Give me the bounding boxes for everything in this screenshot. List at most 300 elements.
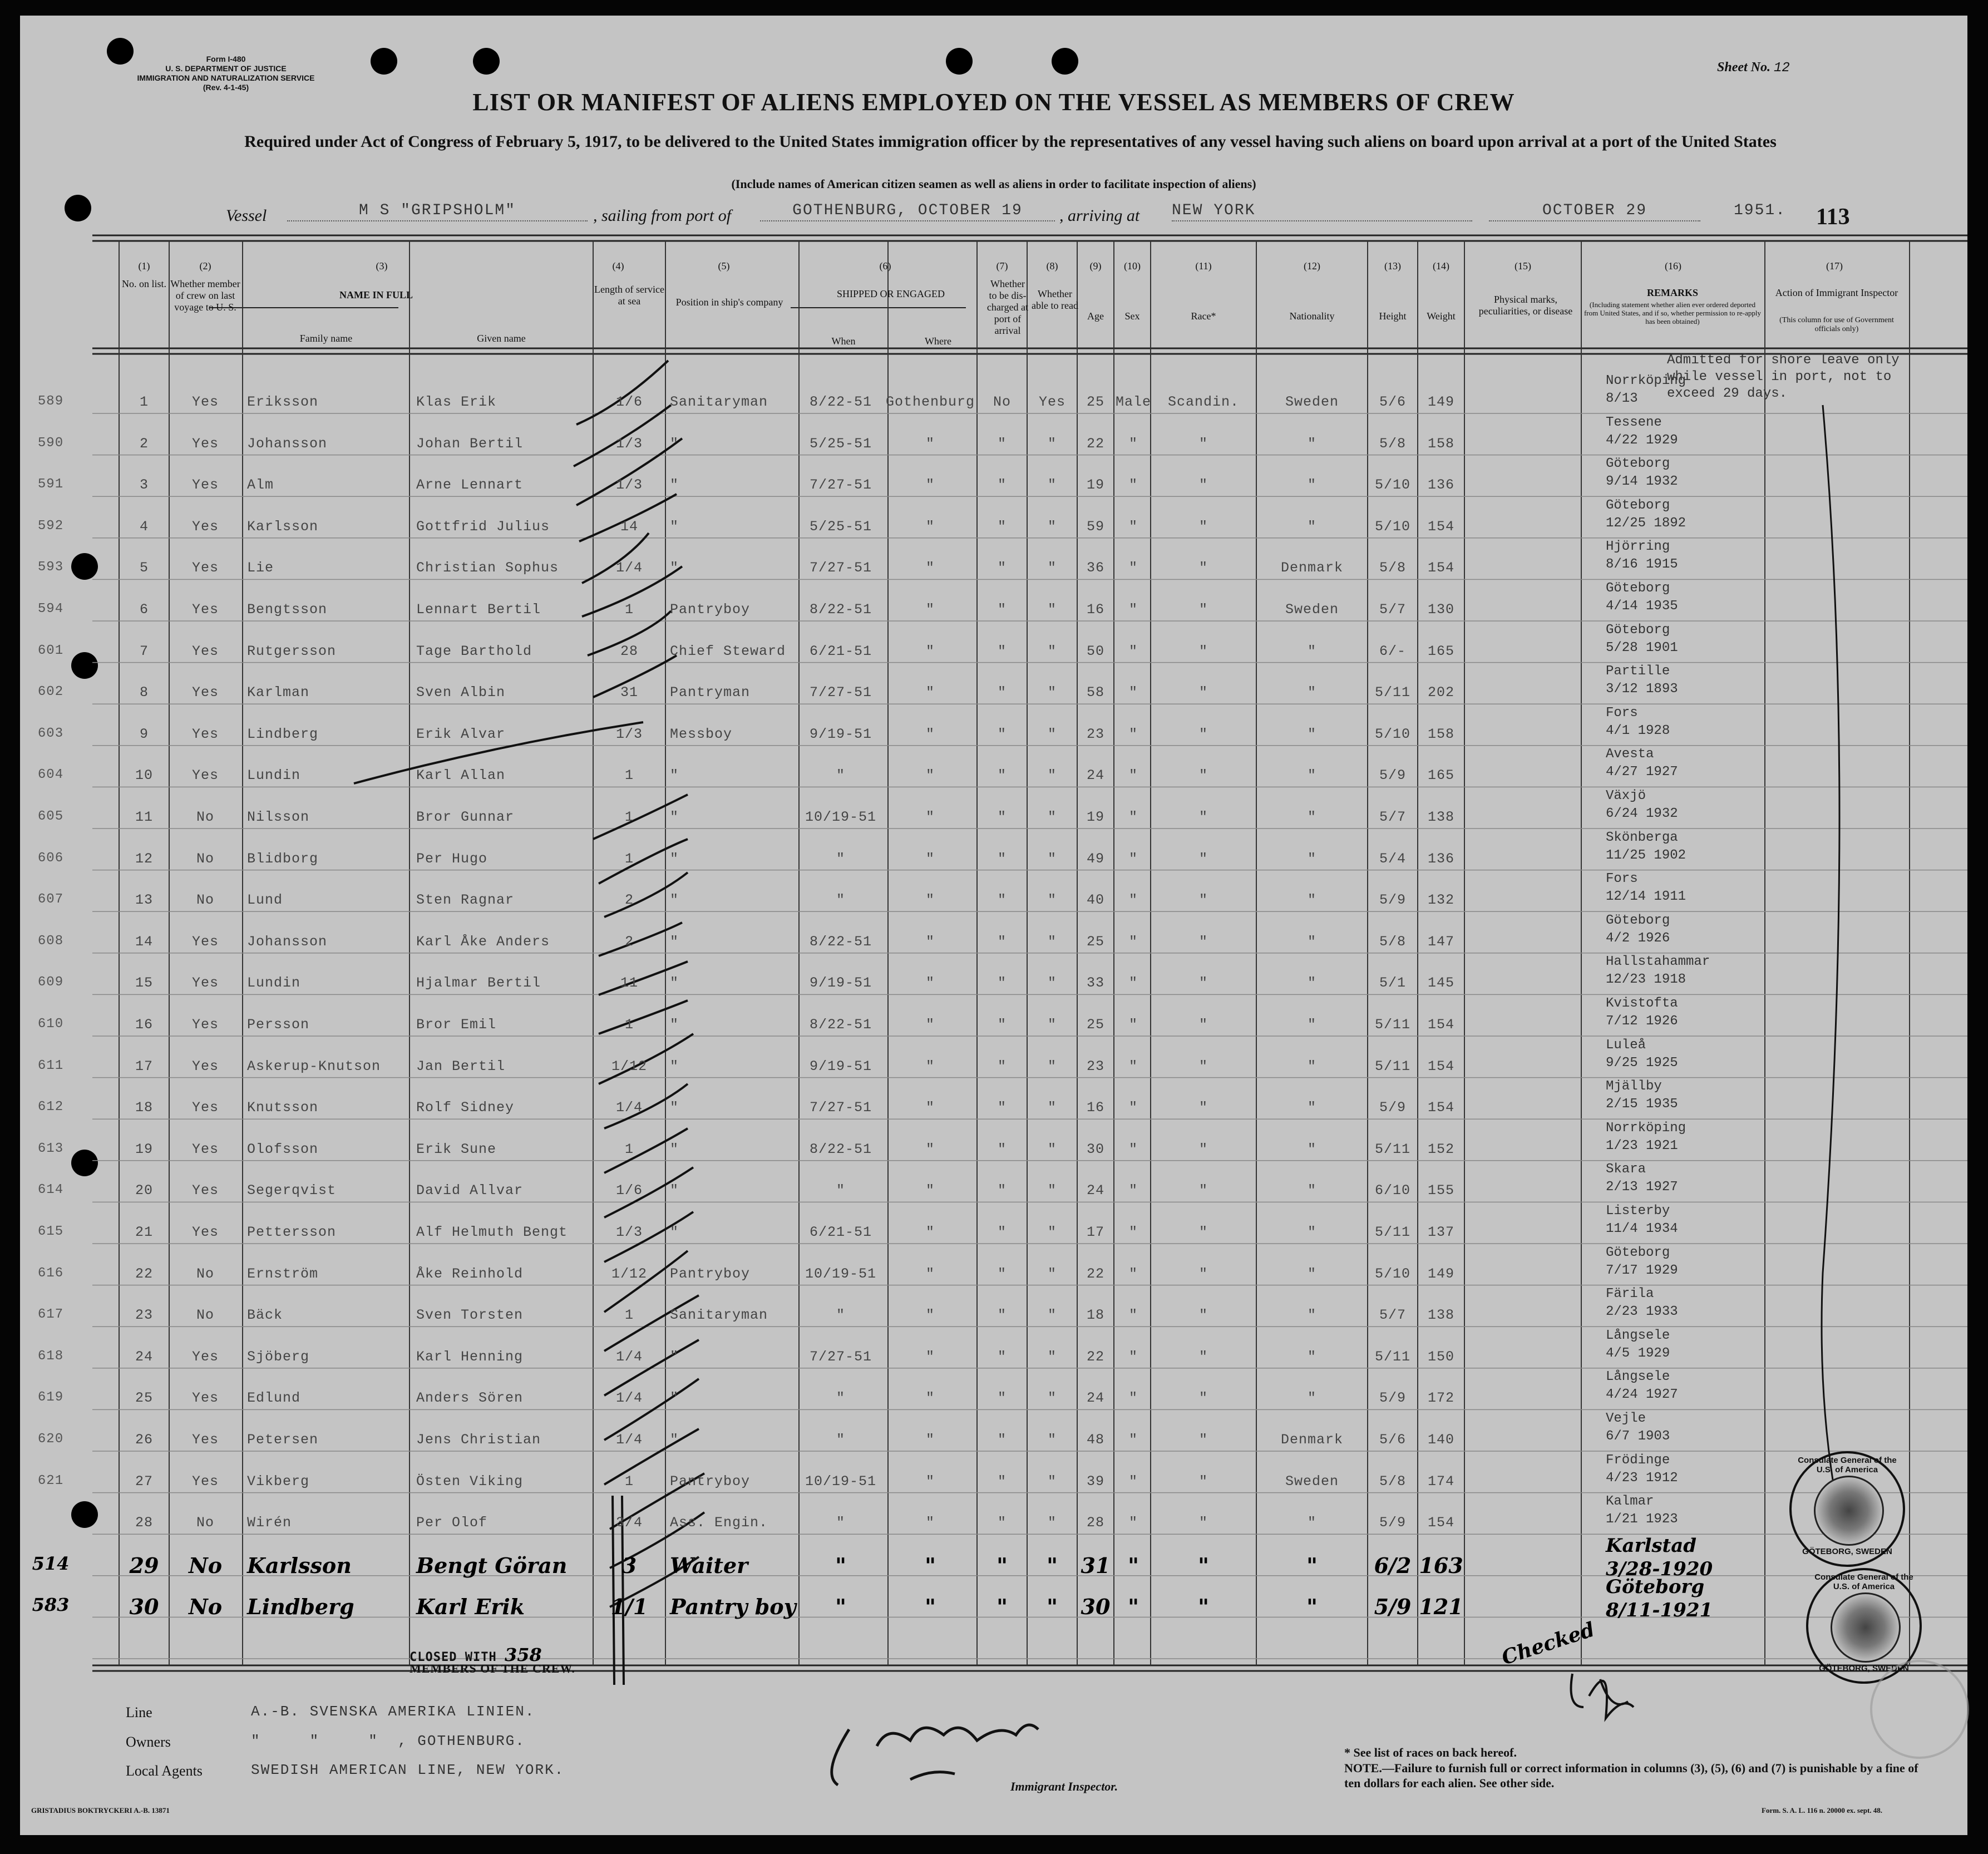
cell-no: 12: [135, 850, 153, 867]
cell-last: Yes: [191, 975, 219, 992]
header-position: Position in ship's company: [675, 297, 783, 308]
cell-where: ": [925, 1265, 935, 1282]
cell-birthplace: Göteborg: [1606, 1576, 1705, 1599]
cell-nationality: Denmark: [1280, 560, 1344, 576]
eagle-emblem: [1814, 1476, 1884, 1546]
cell-last: Yes: [191, 1017, 219, 1033]
cell-birthplace: Mjällby: [1606, 1079, 1662, 1094]
cell-when: 5/25-51: [809, 518, 872, 535]
cell-no: 4: [139, 518, 149, 535]
cell-position: ": [670, 767, 679, 784]
cell-discharged: ": [997, 767, 1007, 784]
cell-birthdate: 3/28-1920: [1606, 1557, 1713, 1580]
cell-race: ": [1198, 933, 1208, 950]
cell-where: ": [925, 892, 935, 909]
cell-nationality: ": [1307, 1515, 1316, 1531]
cell-position: Waiter: [670, 1552, 748, 1578]
footer-agents-label: Local Agents: [126, 1763, 203, 1779]
cell-where: ": [925, 684, 935, 701]
cell-discharged: ": [997, 1552, 1008, 1578]
cell-given: Klas Erik: [416, 394, 497, 410]
cell-given: Per Olof: [416, 1515, 488, 1531]
cell-margin: 616: [37, 1265, 64, 1281]
cell-sex: ": [1128, 1058, 1138, 1074]
cell-when: 9/19-51: [809, 726, 872, 742]
cell-age: 22: [1086, 435, 1104, 452]
cell-service: 31: [620, 684, 638, 701]
cell-given: Sven Albin: [416, 684, 506, 701]
cell-weight: 137: [1427, 1224, 1454, 1240]
cell-when: ": [835, 1594, 846, 1620]
cell-age: 40: [1086, 892, 1104, 909]
cell-position: ": [670, 809, 679, 825]
col-num: (13): [1384, 260, 1401, 272]
cell-age: 22: [1086, 1348, 1104, 1365]
cell-family: Knutsson: [247, 1099, 319, 1116]
cell-weight: 154: [1427, 1515, 1454, 1531]
cell-where: ": [925, 1390, 935, 1407]
cell-birthdate: 7/17 1929: [1606, 1263, 1678, 1278]
cell-where: Gothenburg: [886, 394, 975, 410]
cell-where: ": [925, 1515, 935, 1531]
cell-given: Arne Lennart: [416, 477, 524, 494]
cell-position: Pantryboy: [670, 1265, 751, 1282]
cell-sex: ": [1128, 1432, 1138, 1448]
cell-where: ": [925, 1594, 936, 1620]
cell-height: 6/10: [1374, 1182, 1410, 1199]
cell-read: ": [1047, 1307, 1057, 1324]
cell-birthdate: 4/27 1927: [1606, 765, 1678, 780]
cell-read: ": [1047, 850, 1057, 867]
cell-discharged: ": [997, 726, 1007, 742]
cell-when: 8/22-51: [809, 933, 872, 950]
cell-family: Petersen: [247, 1432, 319, 1448]
cell-last: Yes: [191, 1473, 219, 1490]
cell-birthplace: Avesta: [1606, 747, 1654, 762]
cell-discharged: No: [993, 394, 1011, 410]
cell-margin: 619: [37, 1390, 64, 1406]
cell-no: 2: [139, 435, 149, 452]
cell-when: ": [836, 892, 845, 909]
cell-family: Sjöberg: [247, 1348, 310, 1365]
cell-discharged: ": [997, 892, 1007, 909]
cell-service: 1/4: [615, 1432, 643, 1448]
cell-position: ": [670, 477, 679, 494]
cell-given: Per Hugo: [416, 850, 488, 867]
cell-where: ": [925, 1432, 935, 1448]
cell-given: David Allvar: [416, 1182, 524, 1199]
cell-discharged: ": [997, 1265, 1007, 1282]
cell-family: Johansson: [247, 933, 328, 950]
cell-birthplace: Luleå: [1606, 1037, 1646, 1053]
cell-birthplace: Frödinge: [1606, 1452, 1670, 1468]
cell-family: Alm: [247, 477, 274, 494]
cell-race: ": [1198, 477, 1208, 494]
cell-family: Edlund: [247, 1390, 301, 1407]
cell-birthplace: Hjörring: [1606, 539, 1670, 555]
cell-race: Scandin.: [1167, 394, 1240, 410]
cell-height: 6/-: [1379, 643, 1406, 659]
col-num: (7): [996, 260, 1008, 272]
cell-no: 17: [135, 1058, 153, 1074]
cell-sex: ": [1128, 477, 1138, 494]
cell-nationality: ": [1307, 1058, 1316, 1074]
cell-age: 50: [1086, 643, 1104, 659]
cell-last: Yes: [191, 933, 219, 950]
cell-margin: 592: [37, 518, 64, 534]
cell-race: ": [1198, 684, 1208, 701]
cell-race: ": [1198, 1348, 1208, 1365]
cell-given: Åke Reinhold: [416, 1265, 524, 1282]
cell-no: 21: [135, 1224, 153, 1240]
cell-birthdate: 4/22 1929: [1606, 432, 1678, 448]
cell-where: ": [925, 1099, 935, 1116]
cell-weight: 172: [1427, 1390, 1454, 1407]
cell-position: ": [670, 560, 679, 576]
header-race: Race*: [1191, 310, 1216, 322]
cell-family: Persson: [247, 1017, 310, 1033]
col-num: (2): [199, 260, 211, 272]
closing-line-2: MEMBERS OF THE CREW.: [410, 1661, 575, 1675]
cell-weight: 132: [1427, 892, 1454, 909]
cell-last: Yes: [191, 684, 219, 701]
cell-nationality: ": [1307, 850, 1316, 867]
cell-read: ": [1047, 726, 1057, 742]
cell-last: Yes: [191, 394, 219, 410]
cell-weight: 149: [1427, 394, 1454, 410]
subtitle: Required under Act of Congress of February 5, 1917, to be delivered to the United States immigration officer by the representatives of any vessel having such aliens on board upon arrival at a port of the United States: [244, 132, 1777, 151]
cell-family: Askerup-Knutson: [247, 1058, 381, 1074]
col-num: (16): [1665, 260, 1681, 272]
cell-where: ": [925, 1307, 935, 1324]
cell-sex: ": [1128, 1473, 1138, 1490]
sailing-from: GOTHENBURG, OCTOBER 19: [760, 202, 1055, 221]
cell-margin: 608: [37, 933, 64, 949]
cell-birthdate: 4/23 1912: [1606, 1470, 1678, 1486]
cell-sex: ": [1128, 1017, 1138, 1033]
cell-weight: 150: [1427, 1348, 1454, 1365]
cell-nationality: ": [1307, 643, 1316, 659]
cell-race: ": [1198, 1141, 1208, 1157]
cell-no: 19: [135, 1141, 153, 1157]
cell-given: Sten Ragnar: [416, 892, 515, 909]
cell-family: Wirén: [247, 1515, 292, 1531]
cell-nationality: ": [1307, 435, 1316, 452]
cell-no: 28: [135, 1515, 153, 1531]
cell-nationality: ": [1307, 975, 1316, 992]
cell-service: 1: [624, 1017, 634, 1033]
cell-given: Sven Torsten: [416, 1307, 524, 1324]
cell-where: ": [925, 1058, 935, 1074]
eagle-emblem: [1831, 1592, 1901, 1663]
cell-age: 16: [1086, 1099, 1104, 1116]
cell-weight: 154: [1427, 1017, 1454, 1033]
footer-agents: SWEDISH AMERICAN LINE, NEW YORK.: [251, 1762, 565, 1778]
cell-birthdate: 9/14 1932: [1606, 474, 1678, 490]
cell-birthplace: Fors: [1606, 871, 1638, 887]
cell-weight: 138: [1427, 809, 1454, 825]
cell-position: ": [670, 975, 679, 992]
cell-service: 2: [624, 933, 634, 950]
cell-nationality: ": [1307, 1182, 1316, 1199]
cell-sex: ": [1128, 684, 1138, 701]
cell-discharged: ": [997, 1390, 1007, 1407]
cell-where: ": [925, 933, 935, 950]
cell-discharged: ": [997, 1432, 1007, 1448]
cell-given: Karl Allan: [416, 767, 506, 784]
cell-family: Vikberg: [247, 1473, 310, 1490]
header-action: Action of Immigrant Inspector: [1775, 287, 1898, 298]
cell-weight: 154: [1427, 560, 1454, 576]
cell-last: No: [196, 1265, 214, 1282]
cell-read: ": [1047, 892, 1057, 909]
cell-margin: 615: [37, 1224, 64, 1239]
header-height: Height: [1379, 310, 1407, 322]
cell-no: 10: [135, 767, 153, 784]
header-physical: Physical marks, peculiarities, or disease: [1478, 294, 1573, 317]
cell-sex: Male: [1115, 394, 1151, 410]
cell-read: ": [1047, 1432, 1057, 1448]
cell-position: ": [670, 1058, 679, 1074]
cell-when: 7/27-51: [809, 560, 872, 576]
cell-service: 28: [620, 643, 638, 659]
cell-read: ": [1047, 1224, 1057, 1240]
cell-nationality: Sweden: [1285, 1473, 1339, 1490]
cell-read: ": [1047, 1017, 1057, 1033]
cell-family: Eriksson: [247, 394, 319, 410]
cell-given: Bror Emil: [416, 1017, 497, 1033]
cell-last: Yes: [191, 726, 219, 742]
cell-race: ": [1198, 1224, 1208, 1240]
cell-no: 3: [139, 477, 149, 494]
cell-nationality: ": [1307, 518, 1316, 535]
cell-birthdate: 12/14 1911: [1606, 889, 1686, 905]
cell-age: 59: [1086, 518, 1104, 535]
cell-age: 58: [1086, 684, 1104, 701]
cell-age: 28: [1086, 1515, 1104, 1531]
cell-given: Östen Viking: [416, 1473, 524, 1490]
cell-birthplace: Långsele: [1606, 1328, 1670, 1343]
cell-height: 5/11: [1374, 1224, 1410, 1240]
header-no: No. on list.: [121, 278, 166, 289]
cell-weight: 152: [1427, 1141, 1454, 1157]
cell-birthplace: Skönberga: [1606, 830, 1678, 845]
cell-read: ": [1047, 1594, 1058, 1620]
cell-birthplace: Norrköping: [1606, 1120, 1686, 1136]
cell-margin: 589: [37, 394, 64, 409]
cell-sex: ": [1128, 1594, 1139, 1620]
footer-owners-label: Owners: [126, 1734, 171, 1750]
cell-height: 5/9: [1379, 1099, 1406, 1116]
cell-height: 5/10: [1374, 477, 1410, 494]
cell-position: Pantryboy: [670, 601, 751, 618]
cell-age: 48: [1086, 1432, 1104, 1448]
cell-no: 26: [135, 1432, 153, 1448]
header-family: Family name: [299, 333, 353, 344]
cell-family: Blidborg: [247, 850, 319, 867]
seal-text: Consulate General of the U.S. of America: [1814, 1572, 1913, 1591]
cell-race: ": [1198, 1594, 1209, 1620]
cell-family: Segerqvist: [247, 1182, 337, 1199]
cell-discharged: ": [997, 1348, 1007, 1365]
cell-where: ": [925, 1017, 935, 1033]
cell-birthdate: 2/23 1933: [1606, 1304, 1678, 1320]
cell-birthplace: Hallstahammar: [1606, 954, 1710, 970]
cell-birthdate: 3/12 1893: [1606, 682, 1678, 697]
cell-last: Yes: [191, 643, 219, 659]
sheet-value: 12: [1774, 61, 1790, 76]
cell-family: Johansson: [247, 435, 328, 452]
cell-sex: ": [1128, 975, 1138, 992]
cell-birthplace: Göteborg: [1606, 456, 1670, 472]
cell-discharged: ": [997, 975, 1007, 992]
cell-nationality: ": [1307, 726, 1316, 742]
cell-no: 24: [135, 1348, 153, 1365]
cell-where: ": [925, 1182, 935, 1199]
cell-no: 5: [139, 560, 149, 576]
cell-read: ": [1047, 1141, 1057, 1157]
cell-birthplace: Kvistofta: [1606, 996, 1678, 1011]
cell-discharged: ": [997, 1515, 1007, 1531]
cell-birthdate: 8/11-1921: [1606, 1599, 1713, 1622]
cell-age: 33: [1086, 975, 1104, 992]
cell-given: Lennart Bertil: [416, 601, 541, 618]
vessel-label: Vessel: [226, 206, 267, 225]
cell-age: 18: [1086, 1307, 1104, 1324]
cell-height: 6/2: [1374, 1552, 1412, 1578]
cell-race: ": [1198, 1058, 1208, 1074]
cell-service: 2: [624, 892, 634, 909]
cell-service: 3: [621, 1552, 637, 1578]
cell-family: Ernström: [247, 1265, 319, 1282]
cell-family: Lund: [247, 892, 283, 909]
cell-last: Yes: [191, 518, 219, 535]
cell-read: ": [1047, 933, 1057, 950]
col-num: (6): [879, 260, 891, 272]
cell-read: ": [1047, 1182, 1057, 1199]
header-age: Age: [1087, 310, 1104, 322]
cell-race: ": [1198, 518, 1208, 535]
cell-age: 24: [1086, 1182, 1104, 1199]
cell-discharged: ": [997, 1473, 1007, 1490]
cell-birthplace: Vejle: [1606, 1411, 1646, 1426]
cell-sex: ": [1128, 1390, 1138, 1407]
cell-service: 3/4: [615, 1515, 643, 1531]
cell-height: 5/1: [1379, 975, 1406, 992]
cell-read: ": [1047, 767, 1057, 784]
header-sex: Sex: [1124, 310, 1140, 322]
cell-birthdate: 12/25 1892: [1606, 515, 1686, 531]
cell-race: ": [1198, 1473, 1208, 1490]
cell-given: Jens Christian: [416, 1432, 541, 1448]
cell-margin: 612: [37, 1099, 64, 1115]
col-num: (4): [612, 260, 624, 272]
cell-height: 5/9: [1379, 1515, 1406, 1531]
cell-read: ": [1047, 684, 1057, 701]
cell-where: ": [925, 726, 935, 742]
cell-weight: 155: [1427, 1182, 1454, 1199]
cell-margin: 602: [37, 684, 64, 700]
cell-birthplace: Växjö: [1606, 788, 1646, 803]
col-num: (1): [138, 260, 150, 272]
cell-family: Pettersson: [247, 1224, 337, 1240]
cell-service: 1/3: [615, 1224, 643, 1240]
cell-given: Gottfrid Julius: [416, 518, 550, 535]
cell-sex: ": [1128, 809, 1138, 825]
cell-birthplace: Fors: [1606, 705, 1638, 721]
cell-family: Lie: [247, 560, 274, 576]
cell-when: 6/21-51: [809, 1224, 872, 1240]
cell-sex: ": [1128, 1307, 1138, 1324]
cell-last: Yes: [191, 435, 219, 452]
cell-birthplace: Partille: [1606, 664, 1670, 679]
arrival-year: 1951.: [1734, 202, 1787, 219]
cell-no: 25: [135, 1390, 153, 1407]
seal-city: GÖTEBORG, SWEDEN: [1802, 1547, 1892, 1556]
header-nationality: Nationality: [1289, 310, 1335, 322]
cell-discharged: ": [997, 477, 1007, 494]
races-note: * See list of races on back hereof.: [1344, 1745, 1517, 1759]
cell-service: 1/12: [611, 1058, 647, 1074]
cell-read: ": [1047, 975, 1057, 992]
cell-height: 5/10: [1374, 1265, 1410, 1282]
cell-read: ": [1047, 1058, 1057, 1074]
cell-birthplace: Långsele: [1606, 1369, 1670, 1385]
cell-sex: ": [1128, 643, 1138, 659]
cell-nationality: ": [1307, 1307, 1316, 1324]
cell-birthdate: 1/21 1923: [1606, 1512, 1678, 1527]
cell-sex: ": [1128, 560, 1138, 576]
cell-read: ": [1047, 643, 1057, 659]
cell-given: Erik Sune: [416, 1141, 497, 1157]
cell-no: 20: [135, 1182, 153, 1199]
cell-where: ": [925, 1473, 935, 1490]
col-num: (9): [1089, 260, 1102, 272]
cell-last: No: [196, 892, 214, 909]
cell-last: Yes: [191, 1432, 219, 1448]
cell-birthdate: 4/5 1929: [1606, 1345, 1670, 1361]
cell-sex: ": [1128, 850, 1138, 867]
header-service: Length of service at sea: [594, 284, 664, 307]
cell-where: ": [925, 1141, 935, 1157]
cell-position: Pantryboy: [670, 1473, 751, 1490]
cell-nationality: ": [1307, 809, 1316, 825]
cell-position: ": [670, 1182, 679, 1199]
cell-race: ": [1198, 767, 1208, 784]
cell-service: 1/1: [610, 1594, 648, 1620]
subnote: (Include names of American citizen seamen as well as aliens in order to facilitate inspection of aliens): [731, 177, 1256, 191]
cell-race: ": [1198, 1432, 1208, 1448]
closing-count: 358: [504, 1644, 542, 1665]
cell-age: 25: [1086, 1017, 1104, 1033]
inspector-label: Immigrant Inspector.: [1010, 1779, 1118, 1793]
cell-when: 8/22-51: [809, 1017, 872, 1033]
row-rules: [92, 413, 1967, 1659]
cell-age: 25: [1086, 394, 1104, 410]
cell-margin: 618: [37, 1348, 64, 1364]
cell-weight: 147: [1427, 933, 1454, 950]
cell-service: 1: [624, 1307, 634, 1324]
footer-line: A.-B. SVENSKA AMERIKA LINIEN.: [251, 1703, 535, 1720]
cell-no: 22: [135, 1265, 153, 1282]
cell-last: No: [188, 1594, 223, 1620]
cell-sex: ": [1128, 726, 1138, 742]
cell-weight: 154: [1427, 518, 1454, 535]
cell-position: ": [670, 1432, 679, 1448]
cell-position: ": [670, 1099, 679, 1116]
cell-age: 31: [1081, 1552, 1111, 1578]
cell-weight: 130: [1427, 601, 1454, 618]
